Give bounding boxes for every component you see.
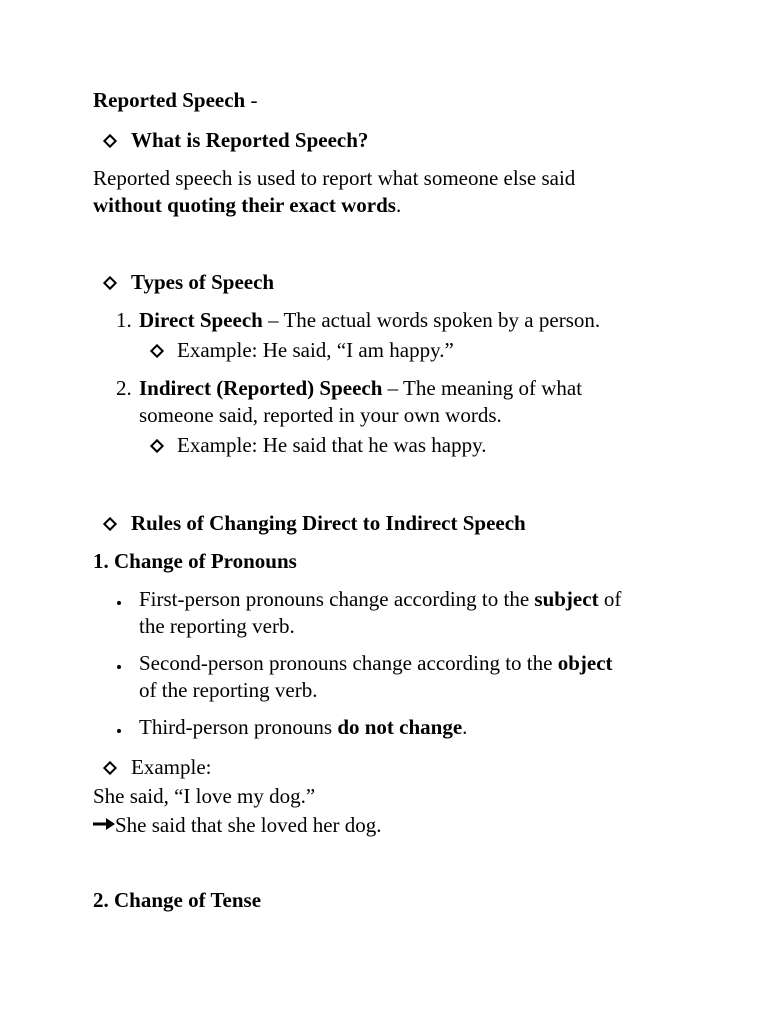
types-item1-desc: – The actual words spoken by a person. — [262, 308, 601, 332]
rules-example-line1: She said, “I love my dog.” — [93, 784, 316, 808]
types-item1-example: Example: He said, “I am happy.” — [177, 338, 454, 362]
types-item1-term: Direct Speech — [139, 308, 263, 332]
diamond-bullet-icon — [103, 761, 117, 775]
types-item2 — [139, 378, 582, 399]
rules-bullet2-line2: of the reporting verb. — [139, 678, 318, 702]
types-item2-term: Indirect (Reported) Speech — [139, 376, 383, 400]
what-paragraph-line1: Reported speech is used to report what someone else said — [93, 166, 576, 190]
rules-bullet3-emphasis: do not change — [337, 715, 463, 739]
section-heading-types: Types of Speech — [131, 270, 275, 294]
rules-bullet3-text: Third-person pronouns — [139, 715, 338, 739]
rules-bullet2-emphasis: object — [557, 651, 613, 675]
rules-bullet3-end: . — [462, 715, 468, 739]
rules-bullet1-text: First-person pronouns change according to the — [139, 587, 535, 611]
diamond-bullet-icon — [103, 276, 117, 290]
section-heading-rules: Rules of Changing Direct to Indirect Speech — [131, 511, 526, 535]
diamond-bullet-icon — [103, 134, 117, 148]
rules-bullet3 — [139, 717, 467, 738]
section-heading-what: What is Reported Speech? — [131, 128, 369, 152]
rules-bullet1-line1 — [139, 589, 621, 610]
rules-bullet1-end: of — [598, 587, 622, 611]
right-arrow-icon — [93, 818, 115, 830]
bullet-dot-icon — [117, 665, 121, 669]
diamond-bullet-icon — [150, 344, 164, 358]
rules-bullet2-text: Second-person pronouns change according to the — [139, 651, 558, 675]
rules-bullet2-line1 — [139, 653, 613, 674]
rules-bullet1-emphasis: subject — [534, 587, 599, 611]
types-item2-desc: – The meaning of what — [382, 376, 583, 400]
what-paragraph-line2 — [93, 195, 401, 216]
types-item2-line2: someone said, reported in your own words. — [139, 403, 502, 427]
types-item1-number: 1. — [116, 308, 132, 332]
rules-subheading-tense: 2. Change of Tense — [93, 888, 262, 912]
rules-bullet1-line2: the reporting verb. — [139, 614, 295, 638]
title-suffix: - — [245, 88, 258, 112]
bullet-dot-icon — [117, 601, 121, 605]
bullet-dot-icon — [117, 729, 121, 733]
diamond-bullet-icon — [150, 439, 164, 453]
rules-example-line2: She said that she loved her dog. — [115, 813, 382, 837]
types-item2-number: 2. — [116, 376, 132, 400]
what-period: . — [395, 193, 402, 217]
types-item2-example: Example: He said that he was happy. — [177, 433, 487, 457]
types-item1 — [139, 310, 600, 331]
diamond-bullet-icon — [103, 517, 117, 531]
document-title — [93, 90, 257, 111]
rules-subheading-pronouns: 1. Change of Pronouns — [93, 549, 297, 573]
title-text: Reported Speech — [93, 88, 246, 112]
rules-example-label: Example: — [131, 755, 212, 779]
what-emphasis: without quoting their exact words — [93, 193, 396, 217]
